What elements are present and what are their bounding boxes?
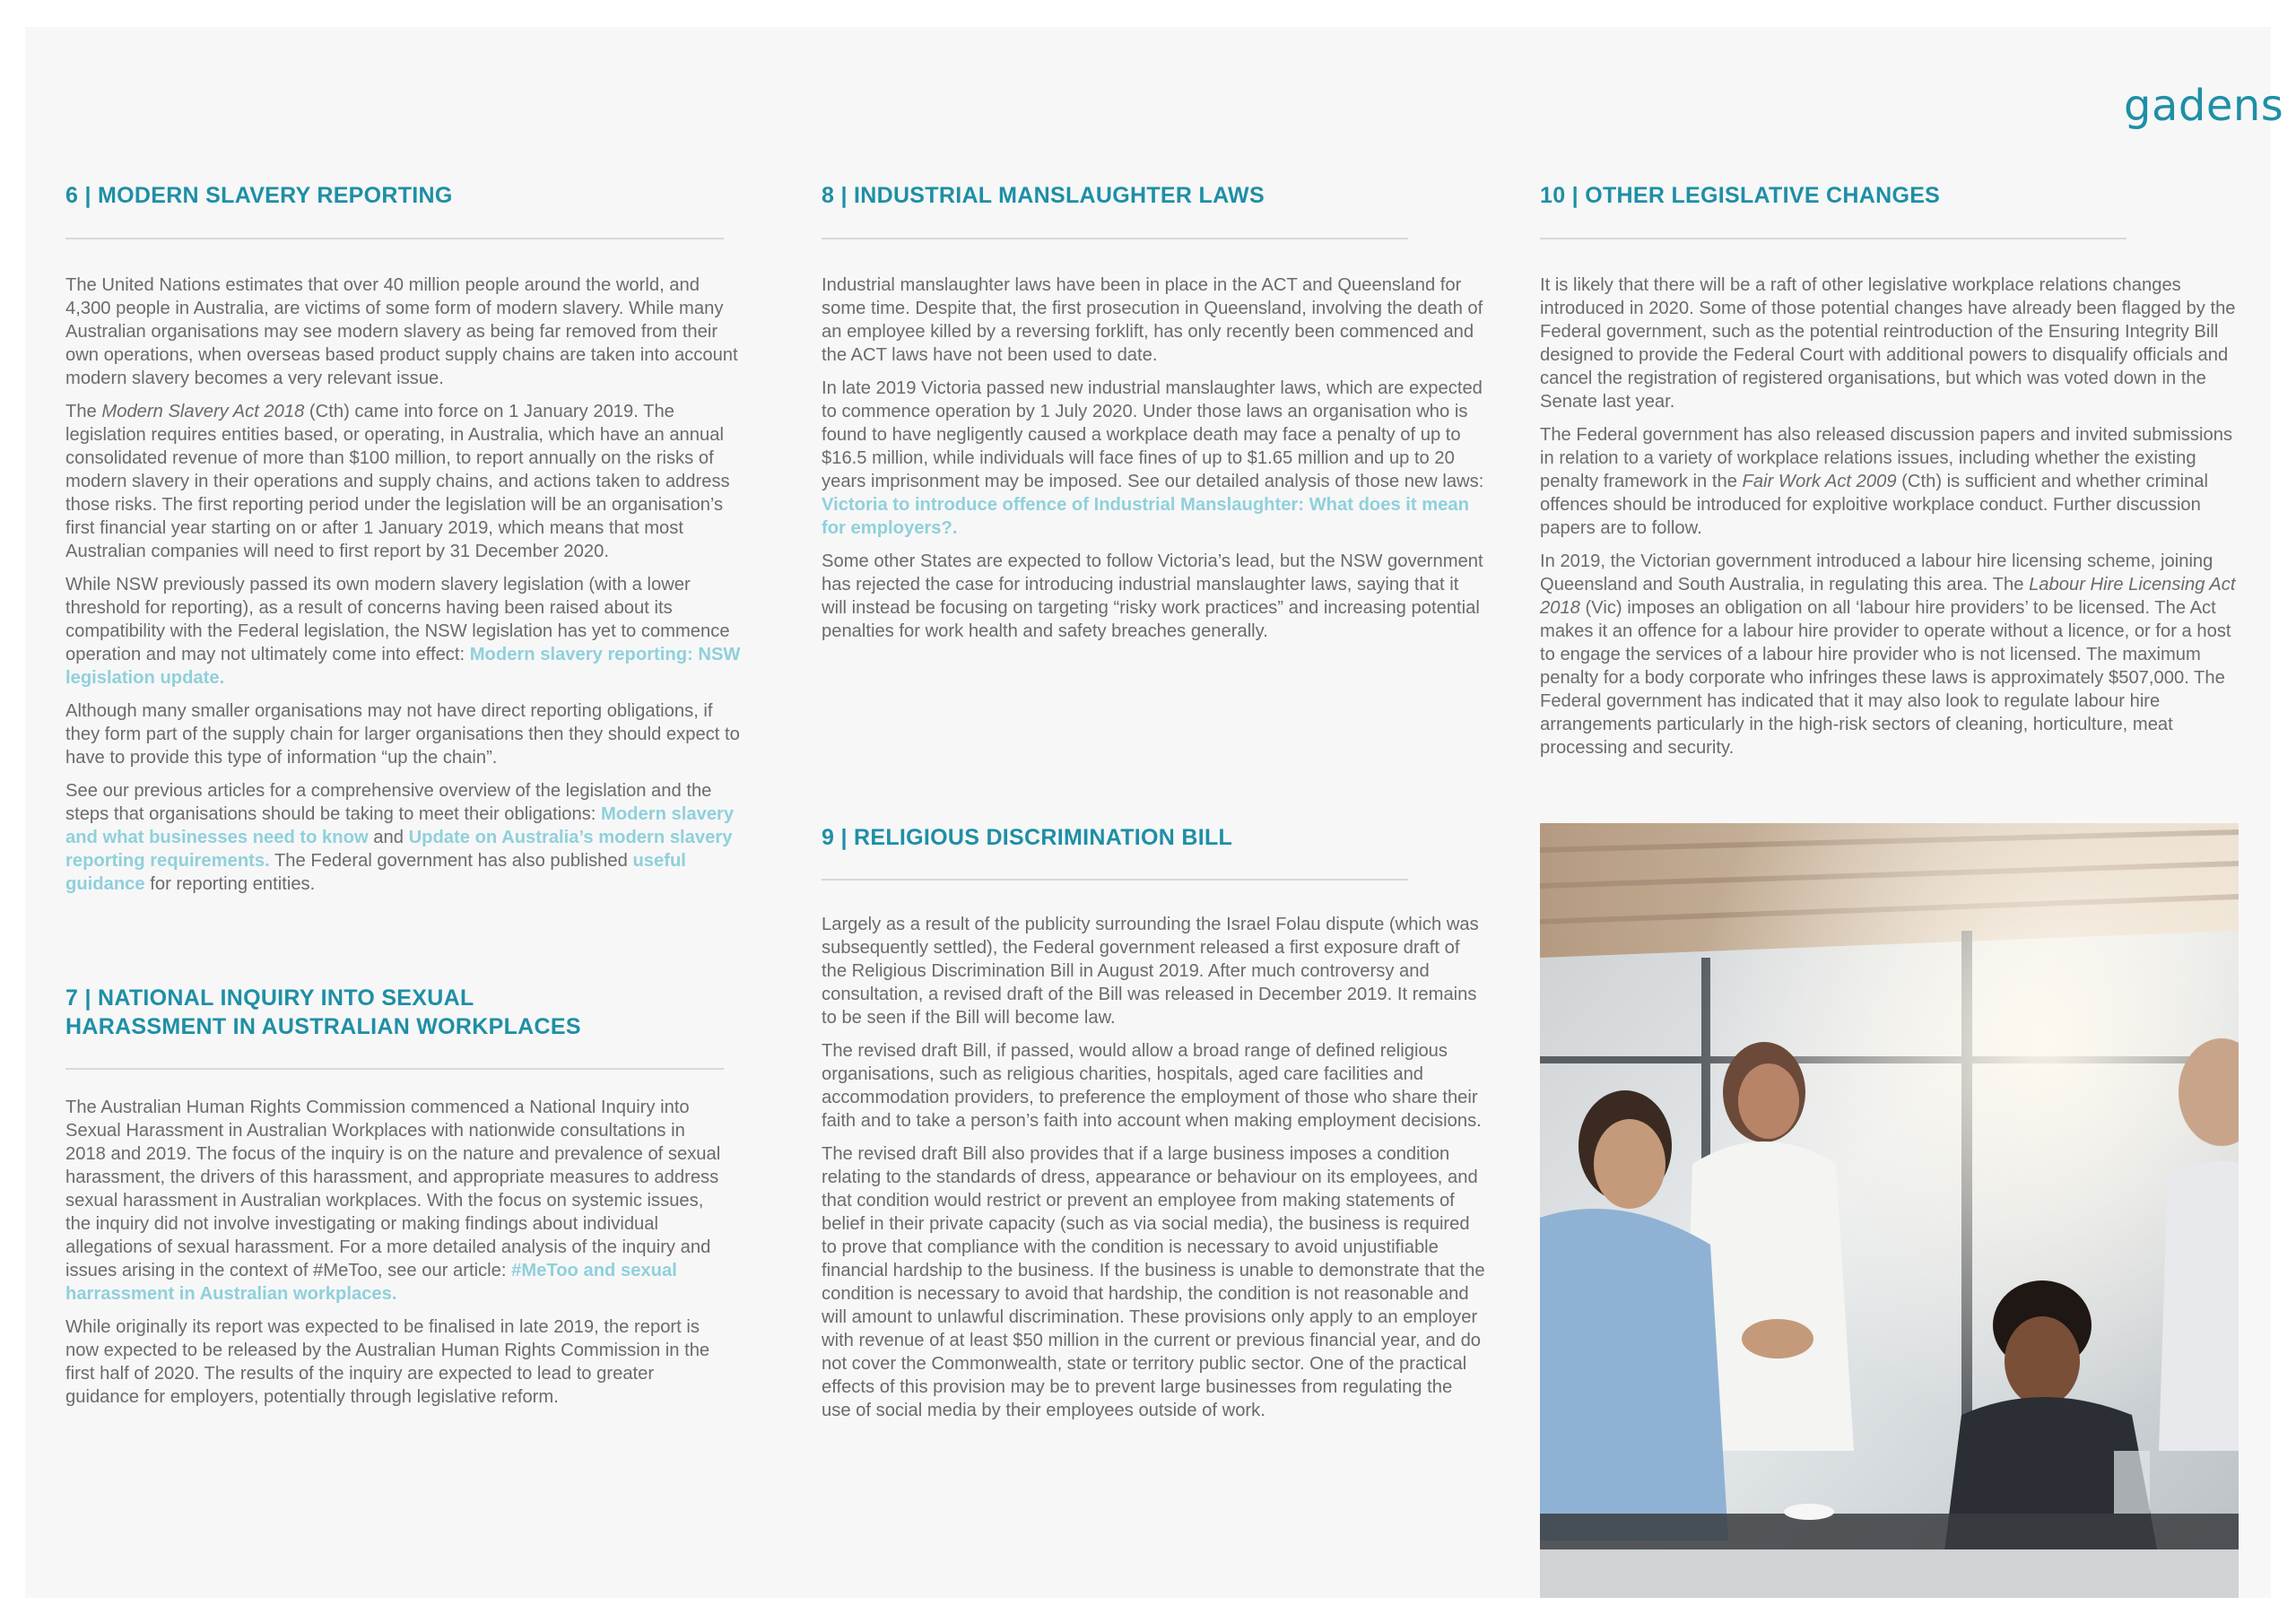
paragraph: Largely as a result of the publicity surrounding the Israel Folau dispute (which was subsequently settled), the Federal government released a first exposure draft of the Religious Discrimination Bill in August 2019. After much controversy and consultation, a revised draft of the Bill was released in December 2019. It remains to be seen if the Bill will become law. xyxy=(822,915,1479,1028)
divider xyxy=(1540,238,2126,239)
paragraph: See our previous articles for a comprehensive overview of the legislation and the steps that organisations should be taking to meet their obligations: Modern slavery and what businesses need to know and Update on Australia’s modern slavery reporting requirements. The Federal government has also published useful guidance for reporting entities. xyxy=(65,781,735,894)
section-heading: 8 | INDUSTRIAL MANSLAUGHTER LAWS xyxy=(822,183,1265,208)
section-heading: 7 | NATIONAL INQUIRY INTO SEXUAL HARASSMENT IN AUSTRALIAN WORKPLACES xyxy=(65,985,581,1039)
paragraph: In 2019, the Victorian government introduced a labour hire licensing scheme, joining Queensland and South Australia, in regulating this area. The Labour Hire Licensing Act 2018 (Vic) imposes an obligation on all ‘labour hire providers’ to be licensed. The Act makes it an offence for a labour hire provider to operate without a licence, or for a host to engage the services of a labour hire provider who is not licensed. The maximum penalty for a body corporate who infringes these laws is approximately $507,000. The Federal government has indicated that it may also look to regulate labour hire arrangements particularly in the high-risk sectors of cleaning, horticulture, meat processing and security. xyxy=(1540,551,2236,758)
section-heading: 6 | MODERN SLAVERY REPORTING xyxy=(65,183,453,208)
divider xyxy=(822,238,1408,239)
section-heading: 9 | RELIGIOUS DISCRIMINATION BILL xyxy=(822,825,1233,850)
paragraph: The Federal government has also released discussion papers and invited submissions in relation to a variety of workplace relations issues, including whether the existing penalty framework in the Fair Work Act 2009 (Cth) is sufficient and whether criminal offences should be introduced for exploitive workplace conduct. Further discussion papers are to follow. xyxy=(1540,425,2233,538)
divider xyxy=(822,879,1408,881)
divider xyxy=(65,238,724,239)
link-victoria-industrial-manslaughter[interactable]: Victoria to introduce offence of Industrial Manslaughter: What does it mean for employers?. xyxy=(822,495,1469,538)
link-reporting-requirements-update[interactable]: Update on Australia’s modern slavery reporting requirements. xyxy=(65,828,733,871)
paragraph: The Modern Slavery Act 2018 (Cth) came into force on 1 January 2019. The legislation requires entities based, or operating, in Australia, which have an annual consolidated revenue of more than $100 million, to report annually on the risks of modern slavery in their operations and supply chains, and actions taken to address those risks. The first reporting period under the legislation will be an organisation’s first financial year starting on or after 1 January 2019, which means that most Australian companies will need to first report by 31 December 2020. xyxy=(65,402,730,561)
divider xyxy=(65,1068,724,1070)
paragraph: In late 2019 Victoria passed new industrial manslaughter laws, which are expected to commence operation by 1 July 2020. Under those laws an organisation who is found to have negligently caused a workplace death may face a penalty of up to $16.5 million, while individuals will face fines of up to $1.65 million and up to 20 years imprisonment may be imposed. See our detailed analysis of those new laws: Victoria to introduce offence of Industrial Manslaughter: What does it mean for employers?. xyxy=(822,378,1484,538)
section-modern-slavery xyxy=(65,181,747,906)
paragraph: The revised draft Bill also provides that if a large business imposes a condition relating to the standards of dress, appearance or behaviour on its employees, and that condition would restrict or prevent an employee from making statements of belief in their private capacity (such as via social media), the business is required to prove that compliance with the condition is necessary to avoid unjustifiable financial hardship to the business. If the business is unable to demonstrate that the condition is necessary to avoid that hardship, the condition is not reasonable and will amount to unlawful discrimination. These provisions only apply to an employer with revenue of at least $50 million in the current or previous financial year, and do not cover the Commonwealth, state or territory public sector. One of the practical effects of this provision may be to prevent large businesses from regulating the use of social media by their employees outside of work. xyxy=(822,1144,1485,1420)
gadens-logo: gadens xyxy=(2124,81,2284,131)
section-heading: 10 | OTHER LEGISLATIVE CHANGES xyxy=(1540,183,1941,208)
paragraph: Although many smaller organisations may not have direct reporting obligations, if they form part of the supply chain for larger organisations then they should expect to have to provide this type of information “up the chain”. xyxy=(65,701,740,768)
paragraph: While originally its report was expected to be finalised in late 2019, the report is now expected to be released by the Australian Human Rights Commission in the first half of 2020. The results of the inquiry are expected to lead to greater guidance for employers, potentially through legislative reform. xyxy=(65,1317,710,1407)
paragraph: Some other States are expected to follow Victoria’s lead, but the NSW government has rejected the case for introducing industrial manslaughter laws, saying that it will instead be focusing on targeting “risky work practices” and increasing potential penalties for work health and safety breaches generally. xyxy=(822,551,1483,641)
paragraph: It is likely that there will be a raft of other legislative workplace relations changes introduced in 2020. Some of those potential changes have already been flagged by the Federal government, such as the potential reintroduction of the Ensuring Integrity Bill designed to provide the Federal Court with additional powers to disqualify officials and cancel the registration of registered organisations, but which was voted down in the Senate last year. xyxy=(1540,275,2236,412)
office-meeting-photo xyxy=(1540,823,2239,1598)
link-useful-guidance[interactable]: useful guidance xyxy=(65,851,686,894)
link-metoo-article[interactable]: #MeToo and sexual harrassment in Australian workplaces. xyxy=(65,1261,677,1304)
section-religious-discrimination xyxy=(822,823,1485,1432)
link-modern-slavery-businesses[interactable]: Modern slavery and what businesses need to know xyxy=(65,804,735,847)
section-other-legislative-changes xyxy=(1540,181,2239,769)
paragraph: The United Nations estimates that over 40 million people around the world, and 4,300 people in Australia, are victims of some form of modern slavery. While many Australian organisations may see modern slavery as being far removed from their own operations, when overseas based product supply chains are taken into account modern slavery becomes a very relevant issue. xyxy=(65,275,738,388)
section-industrial-manslaughter xyxy=(822,181,1485,653)
paragraph: Industrial manslaughter laws have been in place in the ACT and Queensland for some time. Despite that, the first prosecution in Queensland, involving the death of an employee killed by a reversing forklift, has only recently been commenced and the ACT laws have not been used to date. xyxy=(822,275,1483,365)
paragraph: The Australian Human Rights Commission commenced a National Inquiry into Sexual Harassment in Australian Workplaces with nationwide consultations in 2018 and 2019. The focus of the inquiry is on the nature and prevalence of sexual harassment, the drivers of this harassment, and appropriate measures to address sexual harassment in Australian workplaces. With the focus on systemic issues, the inquiry did not involve investigating or making findings about individual allegations of sexual harassment. For a more detailed analysis of the inquiry and issues arising in the context of #MeToo, see our article: #MeToo and sexual harrassment in Australian workplaces. xyxy=(65,1098,721,1304)
paragraph: While NSW previously passed its own modern slavery legislation (with a lower threshold for reporting), as a result of concerns having been raised about its compatibility with the Federal legislation, the NSW legislation has yet to commence operation and may not ultimately come into effect: Modern slavery reporting: NSW legislation update. xyxy=(65,575,741,688)
paragraph: The revised draft Bill, if passed, would allow a broad range of defined religious organisations, such as religious charities, hospitals, aged care facilities and accommodation providers, to preference the employment of those who share their faith and to take a person’s faith into account when making employment decisions. xyxy=(822,1041,1482,1131)
link-nsw-legislation-update[interactable]: Modern slavery reporting: NSW legislation update. xyxy=(65,645,741,688)
section-sexual-harassment-inquiry xyxy=(65,984,729,1419)
